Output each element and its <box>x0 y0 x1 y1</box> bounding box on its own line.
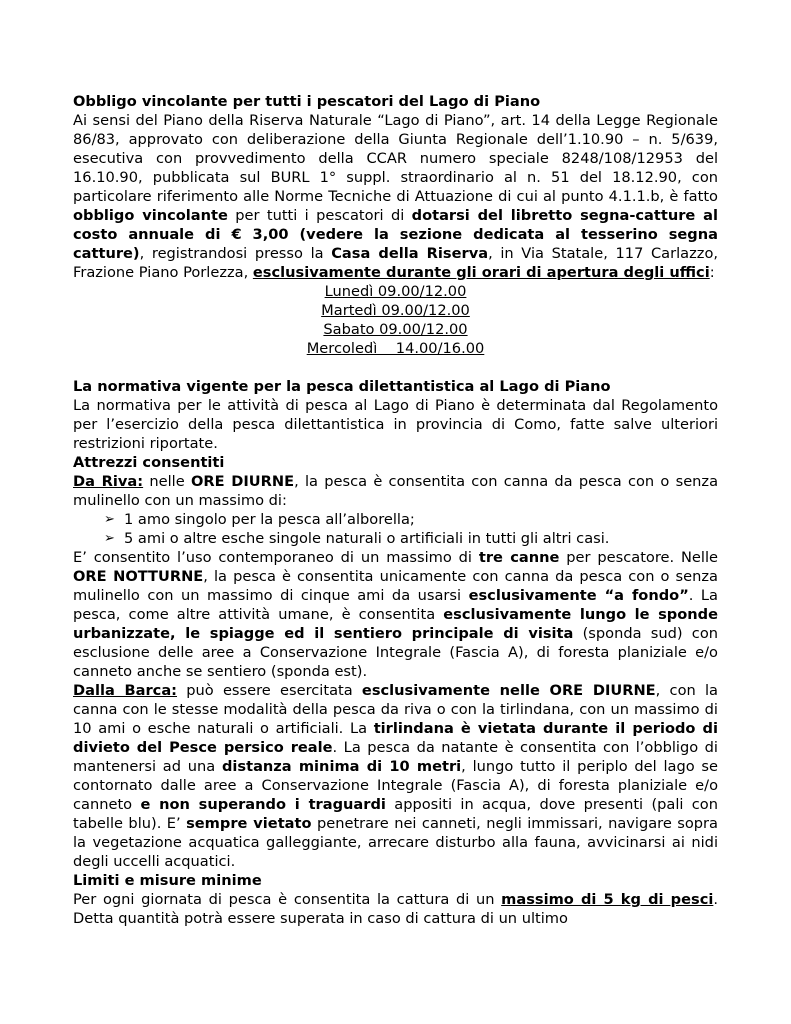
text: , con la canna con le stesse modalità della pesca da riva o con la tirlindana, con un massimo di 10 ami o esche naturali o artificiali. La <box>73 682 718 737</box>
text: Ai sensi del Piano della Riserva Naturale “Lago di Piano”, art. 14 della Legge Regionale 86/83, approvato con deliberazione della Giunta Regionale dell’1.10.90 – n. 5/639, esecutiva con provvedimento della CCAR numero speciale 8248/108/12953 del 16.10.90, pubblicata sul BURL 1° suppl. straordinario al n. 51 del 18.12.90, con particolare riferimento alle Norme Tecniche di Attuazione di cui al punto 4.1.1.b, è fatto <box>73 112 718 205</box>
office-hours-line: Martedì 09.00/12.00 <box>321 302 470 319</box>
text: E’ consentito l’uso contemporaneo di un massimo di <box>73 549 479 566</box>
paragraph-normativa: La normativa per le attività di pesca al Lago di Piano è determinata dal Regolamento per l’esercizio della pesca dilettantistica in provincia di Como, fatte salve ulteriori restrizioni riportate. <box>73 397 718 452</box>
bold-text: ORE DIURNE <box>190 473 295 490</box>
document-body <box>73 92 718 928</box>
bold-text: tre canne <box>478 549 560 566</box>
paragraph-canne <box>73 548 718 681</box>
text: , in Via Statale, 117 Carlazzo, Frazione Piano Porlezza, <box>73 245 719 281</box>
text: . La pesca da natante è consentita con l’obbligo di mantenersi ad una <box>73 739 718 775</box>
text: appositi in acqua, dove presenti (pali con tabelle blu). E’ <box>73 796 718 832</box>
text: . La pesca, come altre attività umane, è consentita <box>73 587 718 623</box>
text: , lungo tutto il periplo del lago se contornato dalle aree a Conservazione Integrale (Fascia A), di foresta planiziale e/o canneto <box>73 758 718 813</box>
arrow-bullet-icon: ➢ <box>104 531 115 546</box>
bold-text: esclusivamente nelle ORE DIURNE <box>361 682 656 699</box>
office-hours-line: Sabato 09.00/12.00 <box>323 321 468 338</box>
text: per tutti i pescatori di <box>227 207 412 224</box>
bold-text: esclusivamente “a fondo” <box>468 587 689 604</box>
spacer <box>73 358 718 377</box>
paragraph-limiti <box>73 890 718 928</box>
text: . Detta quantità potrà essere superata in caso di cattura di un ultimo <box>73 891 718 927</box>
text: , la pesca è consentita con canna da pesca con o senza mulinello con un massimo di: <box>73 473 719 509</box>
list-item-text: 1 amo singolo per la pesca all’alborella; <box>124 511 415 528</box>
subtitle-limiti: Limiti e misure minime <box>73 872 262 889</box>
label-dalla-barca: Dalla Barca: <box>73 682 178 699</box>
bold-text: Casa della Riserva <box>331 245 489 262</box>
bullet-list <box>73 510 718 548</box>
text: (sponda sud) con esclusione delle aree a Conservazione Integrale (Fascia A), di foresta planiziale e/o canneto anche se sentiero (sponda est). <box>73 625 719 680</box>
bold-text: esclusivamente lungo le sponde urbanizzate, le spiagge ed il sentiero principale di visita <box>73 606 718 642</box>
text: per pescatore. Nelle <box>559 549 718 566</box>
text: penetrare nei canneti, negli immissari, navigare sopra la vegetazione acquatica galleggiante, arrecare disturbo alla fauna, avvicinarsi ai nidi degli uccelli acquatici. <box>73 815 718 870</box>
bold-underlined-text: massimo di 5 kg di pesci <box>501 891 714 908</box>
paragraph-obbligo <box>73 111 718 282</box>
text: , registrandosi presso la <box>139 245 332 262</box>
bold-text: dotarsi del libretto segna-catture al costo annuale di € 3,00 (vedere la sezione dedicata al tesserino segna catture) <box>73 207 718 262</box>
bold-text: sempre vietato <box>186 815 312 832</box>
paragraph-da-riva <box>73 472 718 510</box>
text: nelle <box>143 473 191 490</box>
text: Per ogni giornata di pesca è consentita la cattura di un <box>73 891 502 908</box>
bold-text: e non superando i traguardi <box>140 796 386 813</box>
section-title-normativa: La normativa vigente per la pesca dilettantistica al Lago di Piano <box>73 378 611 395</box>
office-hours-line: Mercoledì 14.00/16.00 <box>306 340 485 357</box>
section-title-obbligo: Obbligo vincolante per tutti i pescatori del Lago di Piano <box>73 93 541 110</box>
arrow-bullet-icon: ➢ <box>104 512 115 527</box>
bold-text: obbligo vincolante <box>73 207 228 224</box>
label-da-riva: Da Riva: <box>73 473 144 490</box>
paragraph-dalla-barca <box>73 681 718 871</box>
list-item <box>104 510 718 529</box>
subtitle-attrezzi: Attrezzi consentiti <box>73 454 225 471</box>
office-hours-line: Lunedì 09.00/12.00 <box>324 283 467 300</box>
list-item-text: 5 ami o altre esche singole naturali o artificiali in tutti gli altri casi. <box>124 530 610 547</box>
text: , la pesca è consentita unicamente con canna da pesca con o senza mulinello con un massimo di cinque ami da usarsi <box>73 568 718 604</box>
text: può essere esercitata <box>177 682 362 699</box>
bold-text: tirlindana è vietata durante il periodo di divieto del Pesce persico reale <box>73 720 718 756</box>
text: : <box>709 264 715 281</box>
list-item <box>104 529 718 548</box>
bold-text: ORE NOTTURNE <box>73 568 204 585</box>
bold-text: distanza minima di 10 metri <box>221 758 462 775</box>
bold-underlined-text: esclusivamente durante gli orari di apertura degli uffici <box>252 264 710 281</box>
